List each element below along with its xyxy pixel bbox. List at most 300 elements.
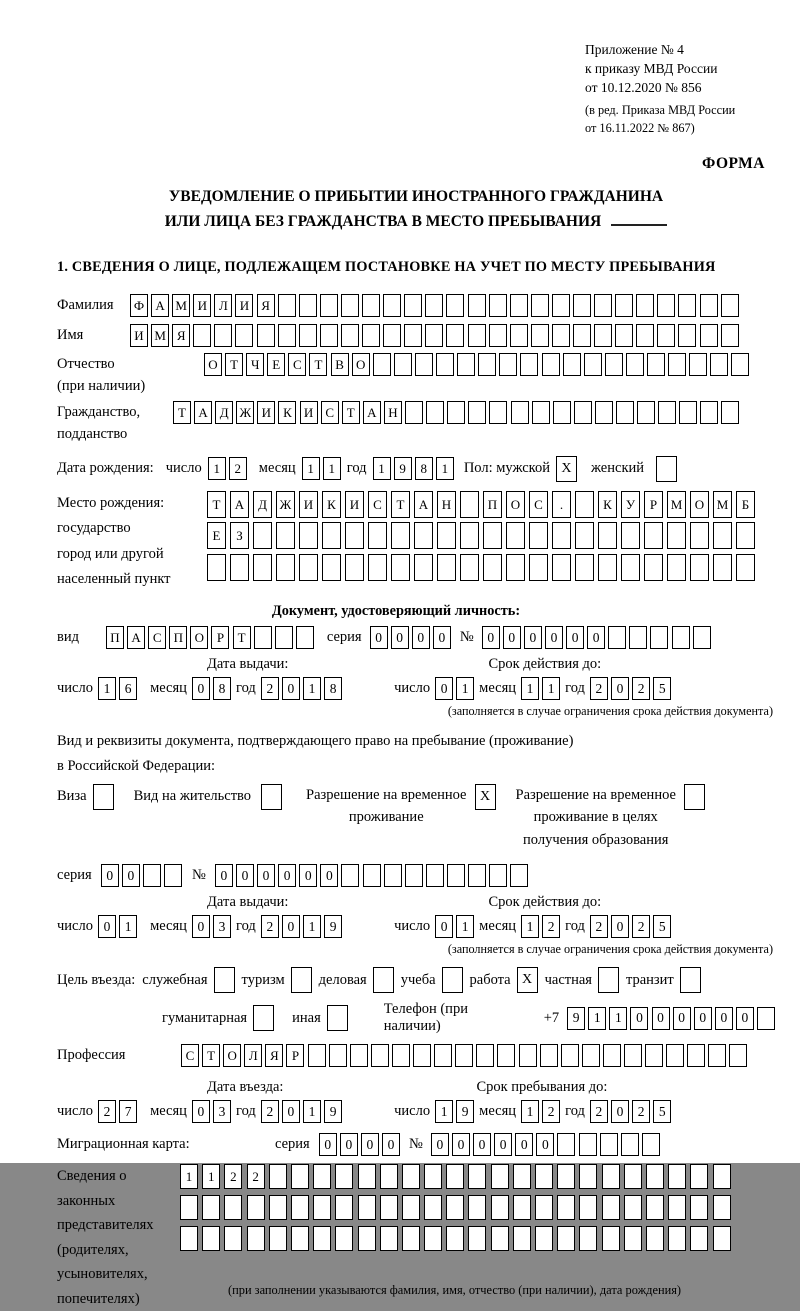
form-cell[interactable] (424, 1226, 442, 1251)
form-cell[interactable] (358, 1226, 376, 1251)
form-cell[interactable] (519, 1044, 537, 1067)
form-cell[interactable]: 0 (673, 1007, 691, 1030)
form-cell[interactable] (414, 522, 433, 549)
form-cell[interactable]: 1 (303, 677, 321, 700)
form-cell[interactable] (320, 294, 338, 317)
form-cell[interactable]: А (127, 626, 145, 649)
form-cell[interactable] (437, 554, 456, 581)
form-cell[interactable]: 9 (394, 457, 412, 480)
form-cell[interactable] (402, 1164, 420, 1189)
form-cell[interactable] (350, 1044, 368, 1067)
form-cell[interactable] (214, 967, 235, 993)
form-cell[interactable] (358, 1195, 376, 1220)
form-cell[interactable] (645, 1044, 663, 1067)
form-cell[interactable] (468, 324, 486, 347)
form-cell[interactable] (510, 864, 528, 887)
form-cell[interactable]: П (106, 626, 124, 649)
form-cell[interactable]: 0 (320, 864, 338, 887)
form-cell[interactable] (235, 324, 253, 347)
form-cell[interactable] (413, 1044, 431, 1067)
form-cell[interactable]: 2 (542, 1100, 560, 1123)
form-cell[interactable]: А (194, 401, 212, 424)
form-cell[interactable] (224, 1226, 242, 1251)
form-cell[interactable]: Ч (246, 353, 264, 376)
form-cell[interactable]: 0 (435, 677, 453, 700)
form-cell[interactable] (402, 1226, 420, 1251)
form-cell[interactable] (468, 1226, 486, 1251)
form-cell[interactable]: 0 (431, 1133, 449, 1156)
form-cell[interactable]: 8 (415, 457, 433, 480)
form-cell[interactable] (626, 353, 644, 376)
form-cell[interactable] (624, 1164, 642, 1189)
form-cell[interactable]: 1 (521, 915, 539, 938)
form-cell[interactable] (511, 401, 529, 424)
form-cell[interactable]: Д (215, 401, 233, 424)
form-cell[interactable]: 1 (302, 457, 320, 480)
form-cell[interactable] (557, 1133, 575, 1156)
form-cell[interactable] (657, 324, 675, 347)
form-cell[interactable]: 1 (588, 1007, 606, 1030)
form-cell[interactable] (489, 294, 507, 317)
form-cell[interactable]: А (414, 491, 433, 518)
form-cell[interactable]: Ф (130, 294, 148, 317)
form-cell[interactable] (713, 554, 732, 581)
form-cell[interactable] (278, 324, 296, 347)
form-cell[interactable] (506, 554, 525, 581)
form-cell[interactable]: 0 (98, 915, 116, 938)
form-cell[interactable] (513, 1164, 531, 1189)
form-cell[interactable] (575, 491, 594, 518)
form-cell[interactable] (468, 401, 486, 424)
form-cell[interactable] (552, 554, 571, 581)
form-cell[interactable]: 2 (224, 1164, 242, 1189)
form-cell[interactable] (363, 864, 381, 887)
form-cell[interactable]: А (151, 294, 169, 317)
form-cell[interactable]: И (193, 294, 211, 317)
form-cell[interactable] (584, 353, 602, 376)
form-cell[interactable] (650, 626, 668, 649)
form-cell[interactable]: Т (225, 353, 243, 376)
form-cell[interactable] (621, 554, 640, 581)
form-cell[interactable]: Т (233, 626, 251, 649)
form-cell[interactable] (335, 1226, 353, 1251)
form-cell[interactable]: М (172, 294, 190, 317)
form-cell[interactable] (679, 401, 697, 424)
form-cell[interactable] (552, 294, 570, 317)
form-cell[interactable] (680, 967, 701, 993)
form-cell[interactable]: С (148, 626, 166, 649)
form-cell[interactable]: Т (391, 491, 410, 518)
form-cell[interactable] (602, 1164, 620, 1189)
form-cell[interactable]: Т (342, 401, 360, 424)
form-cell[interactable] (700, 324, 718, 347)
form-cell[interactable]: М (151, 324, 169, 347)
form-cell[interactable] (93, 784, 114, 810)
form-cell[interactable] (368, 554, 387, 581)
form-cell[interactable] (442, 967, 463, 993)
form-cell[interactable]: 9 (456, 1100, 474, 1123)
form-cell[interactable] (668, 353, 686, 376)
form-cell[interactable] (362, 294, 380, 317)
form-cell[interactable]: 1 (436, 457, 454, 480)
form-cell[interactable]: 0 (545, 626, 563, 649)
form-cell[interactable] (668, 1226, 686, 1251)
form-cell[interactable] (574, 401, 592, 424)
form-cell[interactable] (308, 1044, 326, 1067)
form-cell[interactable]: 0 (652, 1007, 670, 1030)
form-cell[interactable] (483, 522, 502, 549)
form-cell[interactable] (594, 294, 612, 317)
form-cell[interactable]: 0 (435, 915, 453, 938)
form-cell[interactable]: 0 (694, 1007, 712, 1030)
form-cell[interactable] (575, 522, 594, 549)
form-cell[interactable] (636, 294, 654, 317)
form-cell[interactable] (608, 626, 626, 649)
form-cell[interactable] (468, 1195, 486, 1220)
form-cell[interactable] (460, 554, 479, 581)
form-cell[interactable]: И (300, 401, 318, 424)
form-cell[interactable] (708, 1044, 726, 1067)
form-cell[interactable] (757, 1007, 775, 1030)
form-cell[interactable] (143, 864, 161, 887)
form-cell[interactable] (313, 1195, 331, 1220)
form-cell[interactable]: К (278, 401, 296, 424)
form-cell[interactable] (426, 401, 444, 424)
form-cell[interactable]: . (552, 491, 571, 518)
form-cell[interactable] (322, 554, 341, 581)
form-cell[interactable]: О (190, 626, 208, 649)
form-cell[interactable] (253, 554, 272, 581)
form-cell[interactable]: 0 (412, 626, 430, 649)
form-cell[interactable]: 0 (319, 1133, 337, 1156)
form-cell[interactable]: 0 (715, 1007, 733, 1030)
form-cell[interactable]: Я (257, 294, 275, 317)
form-cell[interactable]: К (598, 491, 617, 518)
form-cell[interactable]: 0 (473, 1133, 491, 1156)
form-cell[interactable] (624, 1195, 642, 1220)
form-cell[interactable]: 0 (452, 1133, 470, 1156)
form-cell[interactable] (621, 522, 640, 549)
form-cell[interactable] (624, 1226, 642, 1251)
form-cell[interactable]: Е (267, 353, 285, 376)
form-cell[interactable] (230, 554, 249, 581)
form-cell[interactable] (506, 522, 525, 549)
form-cell[interactable] (513, 1195, 531, 1220)
form-cell[interactable]: С (288, 353, 306, 376)
form-cell[interactable]: X (475, 784, 496, 810)
form-cell[interactable] (690, 1226, 708, 1251)
form-cell[interactable] (491, 1195, 509, 1220)
form-cell[interactable] (291, 1195, 309, 1220)
form-cell[interactable] (345, 522, 364, 549)
form-cell[interactable]: 9 (324, 915, 342, 938)
form-cell[interactable] (563, 353, 581, 376)
form-cell[interactable] (405, 864, 423, 887)
form-cell[interactable]: О (204, 353, 222, 376)
form-cell[interactable] (180, 1226, 198, 1251)
form-cell[interactable] (656, 456, 677, 482)
form-cell[interactable] (341, 324, 359, 347)
form-cell[interactable]: 0 (524, 626, 542, 649)
form-cell[interactable]: С (368, 491, 387, 518)
form-cell[interactable]: 2 (590, 677, 608, 700)
form-cell[interactable] (404, 324, 422, 347)
form-cell[interactable] (489, 401, 507, 424)
form-cell[interactable]: 0 (391, 626, 409, 649)
form-cell[interactable] (394, 353, 412, 376)
form-cell[interactable] (499, 353, 517, 376)
form-cell[interactable] (291, 1226, 309, 1251)
form-cell[interactable]: И (130, 324, 148, 347)
form-cell[interactable] (457, 353, 475, 376)
form-cell[interactable] (446, 324, 464, 347)
form-cell[interactable] (253, 1005, 274, 1031)
form-cell[interactable] (532, 401, 550, 424)
form-cell[interactable] (320, 324, 338, 347)
form-cell[interactable] (672, 626, 690, 649)
form-cell[interactable] (373, 967, 394, 993)
form-cell[interactable] (371, 1044, 389, 1067)
form-cell[interactable]: 8 (213, 677, 231, 700)
form-cell[interactable] (434, 1044, 452, 1067)
form-cell[interactable]: Н (437, 491, 456, 518)
form-cell[interactable]: У (621, 491, 640, 518)
form-cell[interactable] (678, 294, 696, 317)
form-cell[interactable]: 7 (119, 1100, 137, 1123)
form-cell[interactable] (299, 294, 317, 317)
form-cell[interactable] (269, 1226, 287, 1251)
form-cell[interactable] (535, 1164, 553, 1189)
form-cell[interactable]: Т (173, 401, 191, 424)
form-cell[interactable] (384, 864, 402, 887)
form-cell[interactable] (595, 401, 613, 424)
form-cell[interactable] (637, 401, 655, 424)
form-cell[interactable] (690, 1195, 708, 1220)
form-cell[interactable]: О (506, 491, 525, 518)
form-cell[interactable] (535, 1195, 553, 1220)
form-cell[interactable]: Т (309, 353, 327, 376)
form-cell[interactable]: 1 (456, 915, 474, 938)
form-cell[interactable]: 2 (542, 915, 560, 938)
form-cell[interactable] (646, 1164, 664, 1189)
form-cell[interactable] (621, 1133, 639, 1156)
form-cell[interactable]: И (345, 491, 364, 518)
form-cell[interactable]: 0 (361, 1133, 379, 1156)
form-cell[interactable]: 1 (303, 1100, 321, 1123)
form-cell[interactable] (602, 1195, 620, 1220)
form-cell[interactable] (557, 1164, 575, 1189)
form-cell[interactable]: 2 (247, 1164, 265, 1189)
form-cell[interactable] (520, 353, 538, 376)
form-cell[interactable] (668, 1195, 686, 1220)
form-cell[interactable]: 1 (373, 457, 391, 480)
form-cell[interactable] (690, 554, 709, 581)
form-cell[interactable]: 1 (323, 457, 341, 480)
form-cell[interactable] (362, 324, 380, 347)
form-cell[interactable]: В (331, 353, 349, 376)
form-cell[interactable] (313, 1164, 331, 1189)
form-cell[interactable] (615, 294, 633, 317)
form-cell[interactable]: 0 (587, 626, 605, 649)
form-cell[interactable] (368, 522, 387, 549)
form-cell[interactable] (579, 1164, 597, 1189)
form-cell[interactable] (540, 1044, 558, 1067)
form-cell[interactable] (436, 353, 454, 376)
form-cell[interactable]: 2 (632, 915, 650, 938)
form-cell[interactable] (460, 522, 479, 549)
form-cell[interactable] (510, 324, 528, 347)
form-cell[interactable] (329, 1044, 347, 1067)
form-cell[interactable] (402, 1195, 420, 1220)
form-cell[interactable]: 0 (236, 864, 254, 887)
form-cell[interactable] (446, 294, 464, 317)
form-cell[interactable]: 2 (632, 1100, 650, 1123)
form-cell[interactable] (426, 864, 444, 887)
form-cell[interactable] (678, 324, 696, 347)
form-cell[interactable] (535, 1226, 553, 1251)
form-cell[interactable] (573, 294, 591, 317)
form-cell[interactable] (424, 1195, 442, 1220)
form-cell[interactable]: 1 (303, 915, 321, 938)
form-cell[interactable]: 1 (456, 677, 474, 700)
form-cell[interactable]: 0 (382, 1133, 400, 1156)
form-cell[interactable]: И (257, 401, 275, 424)
form-cell[interactable] (553, 401, 571, 424)
form-cell[interactable] (579, 1195, 597, 1220)
form-cell[interactable] (684, 784, 705, 810)
form-cell[interactable] (603, 1044, 621, 1067)
form-cell[interactable] (489, 324, 507, 347)
form-cell[interactable]: 2 (261, 677, 279, 700)
form-cell[interactable]: 0 (192, 915, 210, 938)
form-cell[interactable] (575, 554, 594, 581)
form-cell[interactable] (491, 1226, 509, 1251)
form-cell[interactable]: 0 (536, 1133, 554, 1156)
form-cell[interactable]: П (483, 491, 502, 518)
form-cell[interactable] (278, 294, 296, 317)
form-cell[interactable] (299, 522, 318, 549)
form-cell[interactable]: 1 (119, 915, 137, 938)
form-cell[interactable] (383, 294, 401, 317)
form-cell[interactable]: О (223, 1044, 241, 1067)
form-cell[interactable] (214, 324, 232, 347)
form-cell[interactable]: 0 (736, 1007, 754, 1030)
form-cell[interactable]: X (556, 456, 577, 482)
form-cell[interactable]: Н (384, 401, 402, 424)
form-cell[interactable]: 8 (324, 677, 342, 700)
form-cell[interactable] (478, 353, 496, 376)
form-cell[interactable] (468, 864, 486, 887)
form-cell[interactable] (425, 324, 443, 347)
form-cell[interactable] (687, 1044, 705, 1067)
form-cell[interactable]: Л (214, 294, 232, 317)
form-cell[interactable]: Е (207, 522, 226, 549)
form-cell[interactable] (668, 1164, 686, 1189)
form-cell[interactable] (647, 353, 665, 376)
form-cell[interactable] (510, 294, 528, 317)
form-cell[interactable]: С (181, 1044, 199, 1067)
form-cell[interactable] (629, 626, 647, 649)
form-cell[interactable]: Р (286, 1044, 304, 1067)
form-cell[interactable] (254, 626, 272, 649)
form-cell[interactable] (257, 324, 275, 347)
form-cell[interactable] (391, 522, 410, 549)
form-cell[interactable]: 0 (122, 864, 140, 887)
form-cell[interactable] (446, 1195, 464, 1220)
form-cell[interactable]: О (690, 491, 709, 518)
form-cell[interactable] (345, 554, 364, 581)
form-cell[interactable]: 2 (590, 1100, 608, 1123)
form-cell[interactable] (341, 294, 359, 317)
form-cell[interactable] (253, 522, 272, 549)
form-cell[interactable]: 0 (503, 626, 521, 649)
form-cell[interactable] (446, 1226, 464, 1251)
form-cell[interactable]: 0 (192, 677, 210, 700)
form-cell[interactable] (341, 864, 359, 887)
form-cell[interactable] (322, 522, 341, 549)
form-cell[interactable] (667, 522, 686, 549)
form-cell[interactable] (391, 554, 410, 581)
form-cell[interactable]: 0 (494, 1133, 512, 1156)
form-cell[interactable]: 0 (630, 1007, 648, 1030)
form-cell[interactable] (383, 324, 401, 347)
form-cell[interactable] (224, 1195, 242, 1220)
form-cell[interactable] (529, 554, 548, 581)
form-cell[interactable] (468, 294, 486, 317)
form-cell[interactable] (437, 522, 456, 549)
form-cell[interactable] (269, 1164, 287, 1189)
form-cell[interactable] (276, 554, 295, 581)
form-cell[interactable] (557, 1195, 575, 1220)
form-cell[interactable] (542, 353, 560, 376)
form-cell[interactable] (335, 1195, 353, 1220)
form-cell[interactable] (414, 554, 433, 581)
form-cell[interactable]: 1 (542, 677, 560, 700)
form-cell[interactable]: Р (211, 626, 229, 649)
form-cell[interactable]: Ж (236, 401, 254, 424)
form-cell[interactable] (624, 1044, 642, 1067)
form-cell[interactable] (415, 353, 433, 376)
form-cell[interactable]: 6 (119, 677, 137, 700)
form-cell[interactable] (736, 554, 755, 581)
form-cell[interactable] (713, 1195, 731, 1220)
form-cell[interactable] (489, 864, 507, 887)
form-cell[interactable]: 0 (482, 626, 500, 649)
form-cell[interactable] (721, 294, 739, 317)
form-cell[interactable] (476, 1044, 494, 1067)
form-cell[interactable]: Т (207, 491, 226, 518)
form-cell[interactable] (736, 522, 755, 549)
form-cell[interactable]: 1 (435, 1100, 453, 1123)
form-cell[interactable] (455, 1044, 473, 1067)
form-cell[interactable] (644, 554, 663, 581)
form-cell[interactable]: Я (265, 1044, 283, 1067)
form-cell[interactable] (261, 784, 282, 810)
form-cell[interactable]: 1 (180, 1164, 198, 1189)
form-cell[interactable] (313, 1226, 331, 1251)
form-cell[interactable] (667, 554, 686, 581)
form-cell[interactable] (513, 1226, 531, 1251)
form-cell[interactable]: С (529, 491, 548, 518)
form-cell[interactable] (269, 1195, 287, 1220)
form-cell[interactable] (447, 401, 465, 424)
form-cell[interactable] (380, 1195, 398, 1220)
form-cell[interactable]: 0 (282, 1100, 300, 1123)
form-cell[interactable] (425, 294, 443, 317)
form-cell[interactable] (636, 324, 654, 347)
form-cell[interactable] (602, 1226, 620, 1251)
form-cell[interactable]: 1 (521, 1100, 539, 1123)
